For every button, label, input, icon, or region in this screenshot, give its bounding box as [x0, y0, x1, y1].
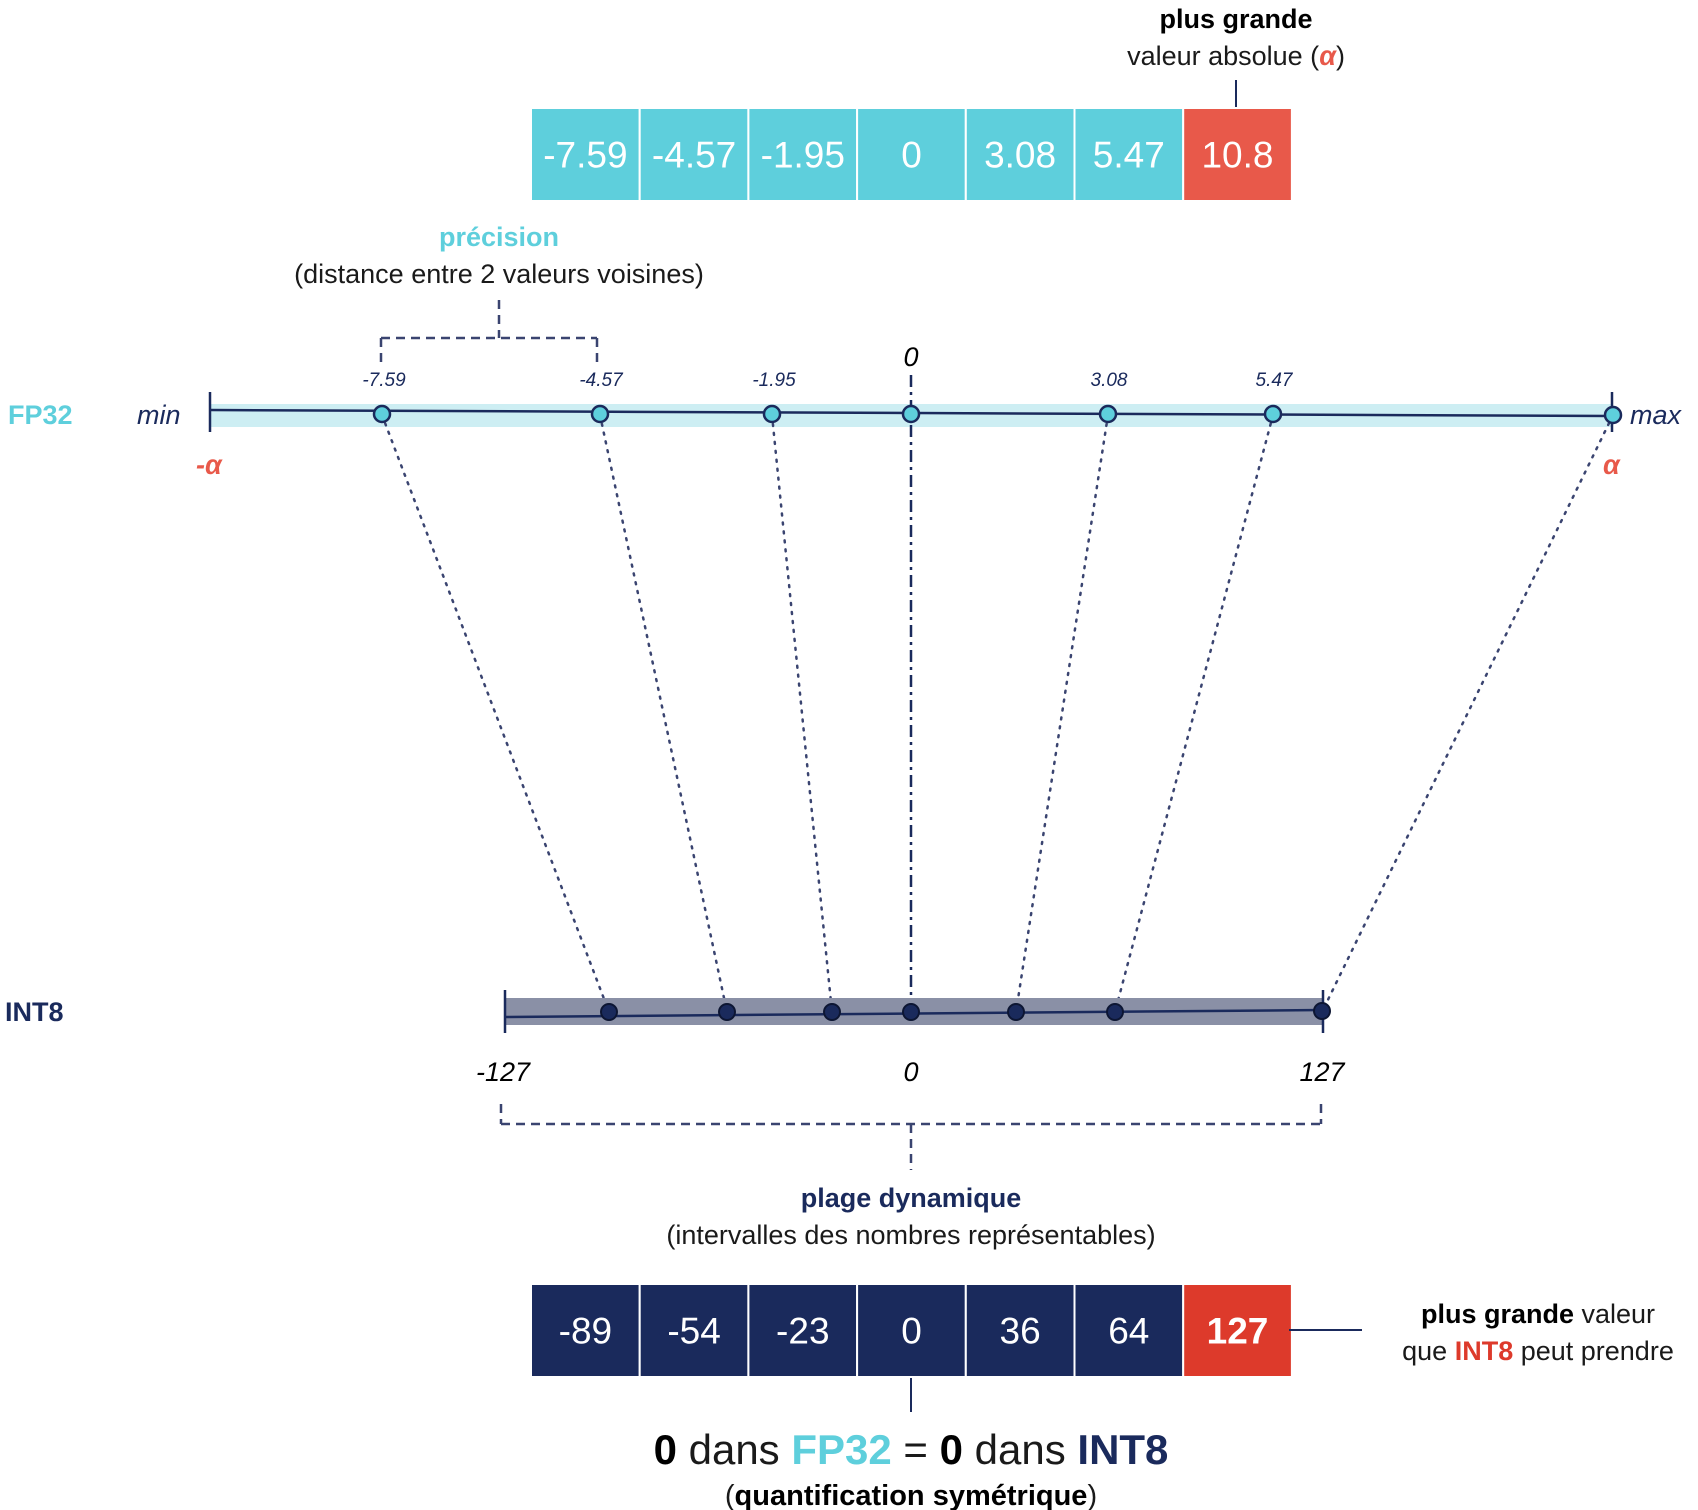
fp32-cell-value: 5.47 [1092, 134, 1165, 176]
int8-axis-label: INT8 [5, 997, 64, 1027]
int8-point [903, 1004, 919, 1020]
mapping-lines [382, 415, 1613, 1012]
fp32-value-label: -4.57 [579, 370, 623, 391]
mapping-line [382, 415, 609, 1012]
fp32-neg-alpha: -α [196, 450, 222, 480]
int8-point [824, 1004, 840, 1020]
caption-sub-close: ) [1087, 1480, 1098, 1510]
fp32-point [764, 406, 780, 422]
bottom-caption-main [654, 1426, 1169, 1473]
int8-max-annotation-suffix: peut prendre [1513, 1336, 1674, 1366]
top-annotation-title: plus grande [1159, 4, 1313, 34]
int8-cell-value: -54 [667, 1310, 721, 1352]
fp32-cell-value: 3.08 [984, 134, 1057, 176]
int8-values-row [531, 1284, 1292, 1377]
caption-zero-1: 0 [653, 1426, 677, 1473]
bottom-caption-sub [725, 1480, 1097, 1510]
int8-min-label: -127 [475, 1057, 531, 1087]
fp32-value-label: 5.47 [1255, 370, 1293, 391]
caption-fp32: FP32 [791, 1426, 892, 1473]
caption-dans-2: dans [962, 1426, 1078, 1473]
fp32-axis-label: FP32 [8, 400, 73, 430]
dynamic-range-subtitle: (intervalles des nombres représentables) [666, 1220, 1156, 1250]
dynamic-range-title: plage dynamique [800, 1183, 1022, 1213]
int8-max-annotation-bold: plus grande [1420, 1299, 1574, 1329]
fp32-cell-value: 10.8 [1201, 134, 1274, 176]
precision-subtitle: (distance entre 2 valeurs voisines) [294, 259, 704, 289]
fp32-cell-value: -7.59 [543, 134, 628, 176]
int8-point [601, 1004, 617, 1020]
int8-max-annotation-int8: INT8 [1454, 1336, 1514, 1366]
int8-point [1314, 1003, 1330, 1019]
int8-point [1107, 1004, 1123, 1020]
caption-dans-1: dans [676, 1426, 792, 1473]
fp32-min-label: min [137, 400, 181, 430]
int8-max-annotation-prefix: que [1402, 1336, 1455, 1366]
mapping-line [772, 415, 832, 1012]
int8-zero-label: 0 [903, 1057, 919, 1087]
top-annotation-alpha: α [1319, 41, 1336, 71]
top-annotation-subtitle [1127, 41, 1345, 71]
fp32-point [374, 406, 390, 422]
fp32-value-label: -7.59 [362, 370, 406, 391]
fp32-point [903, 406, 919, 422]
mapping-line [1016, 415, 1108, 1012]
int8-cell-value: 36 [999, 1310, 1041, 1352]
int8-max-annotation-line1 [1421, 1299, 1655, 1329]
fp32-value-label: 3.08 [1090, 370, 1128, 391]
mapping-line [600, 415, 727, 1012]
int8-cell-value: 0 [901, 1310, 922, 1352]
int8-max-label: 127 [1299, 1057, 1345, 1087]
mapping-line [1322, 415, 1613, 1012]
top-annotation-suffix: ) [1335, 41, 1345, 71]
fp32-cell-value: 0 [901, 134, 922, 176]
int8-max-annotation-line2 [1402, 1336, 1674, 1366]
fp32-zero-label: 0 [903, 342, 919, 372]
int8-point [1008, 1004, 1024, 1020]
int8-cell-value: -23 [776, 1310, 830, 1352]
precision-title: précision [438, 222, 560, 252]
fp32-cell-value: -4.57 [651, 134, 737, 176]
top-annotation-prefix: valeur absolue ( [1127, 41, 1320, 71]
mapping-line [1115, 415, 1273, 1012]
dynamic-range-bracket [501, 1104, 1321, 1170]
int8-max-annotation-rest: valeur [1573, 1299, 1656, 1329]
int8-cell-value: 127 [1206, 1310, 1269, 1352]
int8-cell-value: 64 [1108, 1310, 1150, 1352]
fp32-values-row [531, 108, 1292, 201]
fp32-max-label: max [1630, 400, 1682, 430]
caption-sub-open: ( [724, 1480, 735, 1510]
caption-int8: INT8 [1077, 1426, 1169, 1473]
caption-equals: = [891, 1426, 940, 1473]
precision-bracket [381, 300, 597, 365]
fp32-pos-alpha: α [1603, 450, 1620, 480]
int8-cell-value: -89 [558, 1310, 613, 1352]
fp32-value-label: -1.95 [752, 370, 796, 391]
fp32-point [592, 406, 608, 422]
fp32-point [1100, 406, 1116, 422]
caption-sub-bold: quantification symétrique [734, 1480, 1088, 1510]
int8-point [719, 1004, 735, 1020]
fp32-point [1265, 406, 1281, 422]
fp32-point [1605, 407, 1621, 423]
fp32-cell-value: -1.95 [760, 134, 845, 176]
caption-zero-2: 0 [939, 1426, 963, 1473]
